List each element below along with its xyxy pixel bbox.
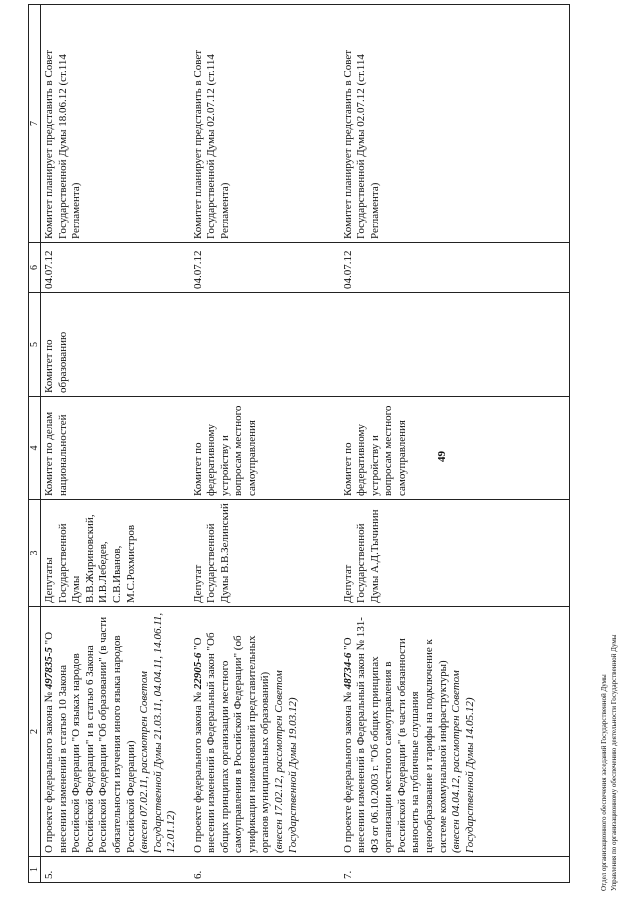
bill-title-prefix: О проекте федерального закона № — [191, 689, 204, 853]
bill-title — [340, 607, 570, 857]
deadline-date: 04.07.12 — [190, 243, 340, 293]
column-header-4: 4 — [29, 397, 41, 500]
bill-author: Депутат Государственной Думы В.В.Зелинский — [190, 500, 340, 607]
row-number: 5. — [41, 857, 190, 883]
responsible-committee: Комитет по федеративному устройству и вопросам местного самоуправления — [190, 397, 340, 500]
bill-status: Комитет планирует представить в Совет Государственной Думы 18.06.12 (ст.114 Регламента) — [41, 5, 190, 243]
table-row — [340, 5, 570, 883]
table-row — [41, 5, 190, 883]
bill-title-text: "О внесении изменений в статью 10 Закона Российской Федерации "О языках народов Российской Федерации" и в статью 6 Закона Российской Федерации "Об образовании" (в части обязательности изучения иного языка народов Российской Федерации) — [43, 616, 137, 853]
bill-title — [190, 607, 340, 857]
column-header-3: 3 — [29, 500, 41, 607]
bill-status: Комитет планирует представить в Совет Государственной Думы 02.07.12 (ст.114 Регламента) — [190, 5, 340, 243]
column-header-2: 2 — [29, 607, 41, 857]
footer — [600, 635, 619, 891]
bill-note: (внесен 17.02.12, рассмотрен Советом Государственной Думы 19.03.12) — [273, 670, 299, 853]
row-number: 7. — [340, 857, 570, 883]
bill-note: (внесен 04.04.12, рассмотрен Советом Государственной Думы 14.05.12) — [450, 670, 476, 853]
column-header-5: 5 — [29, 293, 41, 397]
footer-line: Отдел организационного обеспечения заседаний Государственной Думы — [600, 674, 608, 891]
co-committee — [190, 293, 340, 397]
bill-number: 48734-6 — [341, 652, 354, 690]
co-committee — [340, 293, 570, 397]
bill-title-text: "О внесении изменений в Федеральный закон № 131-ФЗ от 06.10.2003 г. "Об общих принципах организации местного самоуправления в Российской Федерации" (в части обязанности выносить на публичные слушания ценообразование и тарифы на подключение к системе коммунальной инфраструктуры) — [341, 617, 449, 853]
bill-number: 497835-5 — [43, 647, 55, 690]
bill-note: (внесен 07.02.11, рассмотрен Советом Государственной Думы 21.03.11, 04.04.11, 14.06.11, 12.01.12) — [138, 612, 178, 853]
bills-table — [28, 4, 570, 883]
table-row — [190, 5, 340, 883]
column-header-7: 7 — [29, 5, 41, 243]
bill-title — [41, 607, 190, 857]
bill-author: Депутат Государственной Думы А.Д.Тычинин — [340, 500, 570, 607]
bill-status: Комитет планирует представить в Совет Государственной Думы 02.07.12 (ст.114 Регламента) — [340, 5, 570, 243]
bill-number: 22905-6 — [191, 652, 204, 690]
column-header-1: 1 — [29, 857, 41, 883]
column-number-row — [29, 5, 41, 883]
co-committee: Комитет по образованию — [41, 293, 190, 397]
deadline-date: 04.07.12 — [41, 243, 190, 293]
bill-title-text: "О внесении изменений в Федеральный закон "Об общих принципах организации местного самоуправления в Российской Федерации" (об унификации наименований представительных органов муниципальных образований) — [191, 632, 272, 853]
bill-title-prefix: О проекте федерального закона № — [43, 689, 55, 853]
footer-line: Управления по организационному обеспечению деятельности Государственной Думы — [609, 634, 618, 891]
page-number: 49 — [436, 451, 448, 462]
deadline-date: 04.07.12 — [340, 243, 570, 293]
responsible-committee: Комитет по делам национальностей — [41, 397, 190, 500]
responsible-committee: Комитет по федеративному устройству и вопросам местного самоуправления — [340, 397, 570, 500]
row-number: 6. — [190, 857, 340, 883]
bill-author: Депутаты Государственной Думы В.В.Жириновский, И.В.Лебедев, С.В.Иванов, М.С.Рохмистров — [41, 500, 190, 607]
bill-title-prefix: О проекте федерального закона № — [341, 689, 354, 853]
column-header-6: 6 — [29, 243, 41, 293]
